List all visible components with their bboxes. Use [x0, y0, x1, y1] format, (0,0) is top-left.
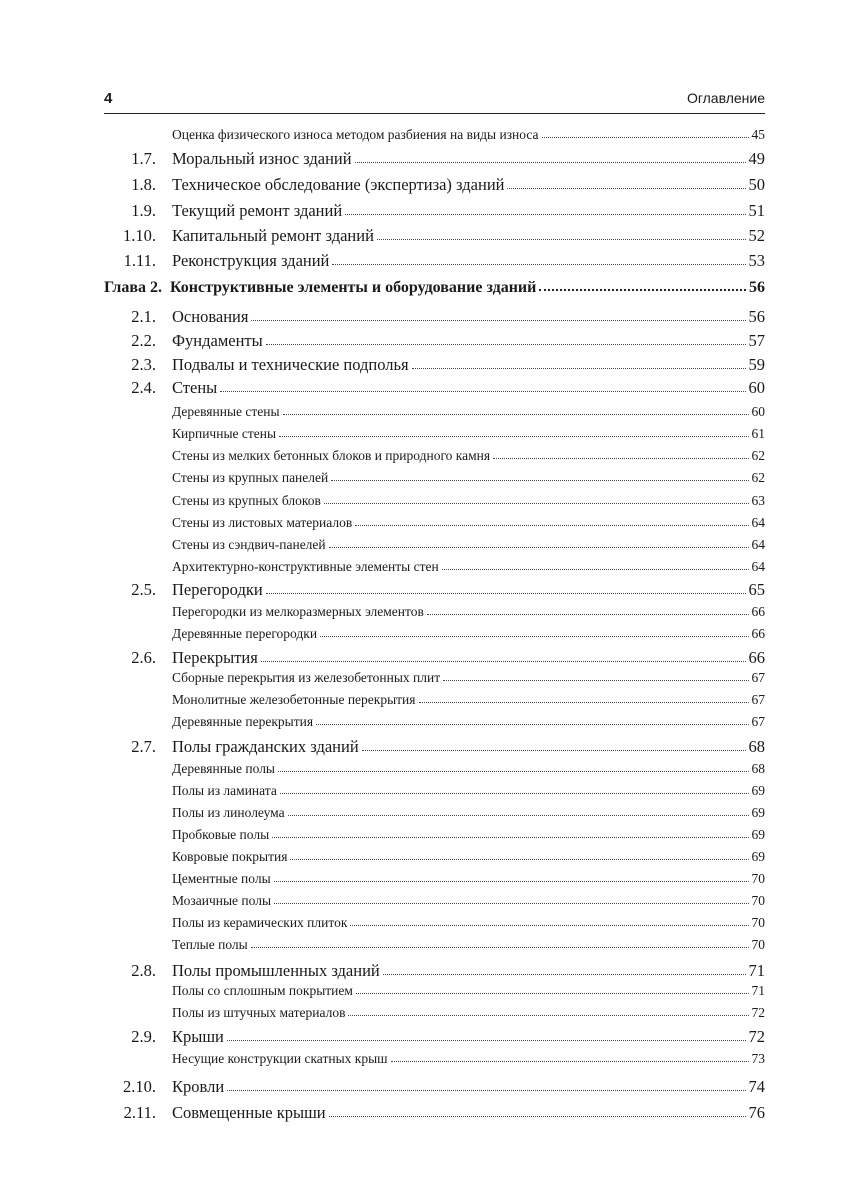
dot-leader — [290, 852, 748, 860]
toc-entry-page: 64 — [751, 537, 765, 552]
toc-entry-page: 62 — [751, 448, 765, 463]
dot-leader — [391, 1054, 749, 1062]
toc-entry — [104, 559, 765, 575]
toc-entry-title: Оценка физического износа методом разбиения на виды износа — [172, 127, 539, 142]
dot-leader — [412, 359, 746, 369]
toc-entry-number: 1.11. — [123, 251, 156, 270]
toc-entry-title: Моральный износ зданий — [172, 149, 352, 168]
dot-leader — [251, 311, 745, 321]
toc-entry-title: Полы гражданских зданий — [172, 737, 359, 756]
dot-leader — [274, 896, 748, 904]
toc-entry-title: Полы из керамических плиток — [172, 915, 348, 930]
toc-entry-title: Полы промышленных зданий — [172, 961, 380, 980]
toc-entry-title: Перекрытия — [172, 648, 258, 667]
toc-entry-page: 71 — [748, 961, 765, 980]
toc-entry-page: 66 — [751, 604, 765, 619]
toc-entry-page: 69 — [751, 849, 765, 864]
toc-entry — [104, 1051, 765, 1067]
toc-entry — [104, 648, 765, 668]
toc-entry-page: 51 — [748, 201, 765, 220]
dot-leader — [355, 153, 746, 163]
toc-entry — [104, 937, 765, 953]
toc-entry-title: Текущий ремонт зданий — [172, 201, 343, 220]
toc-entry-number: 1.9. — [131, 201, 156, 220]
toc-entry-page: 60 — [748, 378, 765, 397]
dot-leader — [442, 562, 749, 570]
toc-entry — [104, 493, 765, 509]
toc-entry-title: Пробковые полы — [172, 827, 270, 842]
toc-entry — [104, 761, 765, 777]
toc-entry-page: 69 — [751, 805, 765, 820]
dot-leader — [377, 230, 746, 240]
dot-leader — [419, 695, 749, 703]
toc-entry-title: Кирпичные стены — [172, 426, 277, 441]
toc-entry-page: 65 — [748, 580, 765, 599]
toc-entry — [104, 893, 765, 909]
toc-entry-title: Стены из крупных панелей — [172, 470, 329, 485]
dot-leader — [329, 1107, 746, 1117]
dot-leader — [443, 673, 748, 681]
dot-leader — [362, 741, 746, 751]
dot-leader — [493, 451, 748, 459]
toc-entry — [104, 626, 765, 642]
toc-entry-page: 72 — [748, 1027, 765, 1046]
toc-entry-title: Основания — [172, 307, 249, 326]
toc-entry-page: 70 — [751, 871, 765, 886]
toc-entry — [104, 580, 765, 600]
dot-leader — [350, 918, 748, 926]
toc-entry-page: 62 — [751, 470, 765, 485]
toc-entry-title: Стены из крупных блоков — [172, 493, 321, 508]
toc-entry-title: Кровли — [172, 1077, 225, 1096]
toc-entry-number: 2.9. — [131, 1027, 156, 1046]
toc-entry-page: 56 — [748, 307, 765, 326]
toc-entry — [104, 1005, 765, 1021]
toc-entry-number: 2.10. — [123, 1077, 156, 1096]
toc-entry-title: Стены из мелких бетонных блоков и природного камня — [172, 448, 491, 463]
toc-entry-number: 2.1. — [131, 307, 156, 326]
toc-entry-page: 60 — [751, 404, 765, 419]
toc-entry-number: Глава 2. — [104, 279, 162, 296]
header-title: Оглавление — [686, 90, 765, 106]
toc-entry-number: 2.11. — [123, 1103, 156, 1122]
toc-entry-title: Капитальный ремонт зданий — [172, 226, 374, 245]
toc-entry-page: 68 — [748, 737, 765, 756]
toc-entry-title: Деревянные перекрытия — [172, 714, 314, 729]
dot-leader — [279, 429, 748, 437]
toc-entry-title: Цементные полы — [172, 871, 271, 886]
toc-entry-title: Деревянные перегородки — [172, 626, 318, 641]
dot-leader — [272, 830, 748, 838]
toc-entry-title: Ковровые покрытия — [172, 849, 288, 864]
toc-entry-page: 57 — [748, 331, 765, 350]
dot-leader — [261, 652, 746, 662]
toc-entry-page: 76 — [748, 1103, 765, 1122]
toc-entry-title: Крыши — [172, 1027, 224, 1046]
dot-leader — [274, 874, 749, 882]
dot-leader — [427, 607, 749, 615]
toc-entry — [104, 983, 765, 999]
toc-entry-title: Фундаменты — [172, 331, 263, 350]
toc-entry — [104, 470, 765, 486]
toc-entry — [104, 404, 765, 420]
toc-entry — [104, 175, 765, 195]
dot-leader — [507, 179, 745, 189]
toc-entry — [104, 279, 765, 297]
toc-entry-page: 72 — [751, 1005, 765, 1020]
toc-entry — [104, 805, 765, 821]
toc-entry — [104, 714, 765, 730]
toc-entry-page: 67 — [751, 692, 765, 707]
dot-leader — [227, 1081, 745, 1091]
toc-entry — [104, 849, 765, 865]
toc-entry-number: 2.7. — [131, 737, 156, 756]
toc-entry-title: Архитектурно-конструктивные элементы стен — [172, 559, 439, 574]
toc-entry — [104, 670, 765, 686]
toc-entry — [104, 961, 765, 981]
toc-entry — [104, 1077, 765, 1097]
toc-entry-title: Полы из линолеума — [172, 805, 285, 820]
toc-entry-page: 53 — [748, 251, 765, 270]
toc-entry-page: 61 — [751, 426, 765, 441]
dot-leader — [320, 629, 748, 637]
toc-entry-title: Монолитные железобетонные перекрытия — [172, 692, 416, 707]
toc-entry-number: 2.3. — [131, 355, 156, 374]
toc-entry-page: 66 — [748, 648, 765, 667]
toc-entry — [104, 692, 765, 708]
toc-entry-page: 74 — [748, 1077, 765, 1096]
dot-leader — [355, 518, 748, 526]
toc-entry-title: Совмещенные крыши — [172, 1103, 326, 1122]
dot-leader — [251, 940, 749, 948]
toc-entry — [104, 426, 765, 442]
dot-leader — [278, 764, 748, 772]
toc-entry-number: 1.8. — [131, 175, 156, 194]
toc-entry-page: 64 — [751, 515, 765, 530]
toc-entry-title: Перегородки из мелкоразмерных элементов — [172, 604, 424, 619]
toc-entry-number: 2.8. — [131, 961, 156, 980]
toc-entry-page: 52 — [748, 226, 765, 245]
toc-entry-page: 73 — [751, 1051, 765, 1066]
toc-entry-page: 45 — [751, 127, 765, 142]
toc-entry-page: 68 — [751, 761, 765, 776]
toc-entry — [104, 871, 765, 887]
dot-leader — [283, 407, 749, 415]
toc-entry — [104, 149, 765, 169]
dot-leader — [329, 540, 749, 548]
toc-entry-number: 1.7. — [131, 149, 156, 168]
dot-leader — [266, 584, 746, 594]
toc-entry-page: 69 — [751, 783, 765, 798]
toc-entry-page: 66 — [751, 626, 765, 641]
toc-entry-title: Сборные перекрытия из железобетонных плит — [172, 670, 441, 685]
toc-entry-title: Стены — [172, 378, 218, 397]
toc-entry — [104, 201, 765, 221]
dot-leader — [316, 717, 748, 725]
toc-entry — [104, 448, 765, 464]
toc-entry-title: Стены из листовых материалов — [172, 515, 353, 530]
toc-entry — [104, 783, 765, 799]
toc-entry — [104, 915, 765, 931]
toc-entry-title: Техническое обследование (экспертиза) зданий — [172, 175, 505, 194]
toc-entry-page: 56 — [749, 279, 765, 296]
toc-entry-page: 70 — [751, 937, 765, 952]
toc-entry — [104, 251, 765, 271]
dot-leader — [348, 1008, 748, 1016]
toc-entry-page: 69 — [751, 827, 765, 842]
dot-leader — [220, 382, 745, 392]
toc-entry — [104, 226, 765, 246]
toc-entry — [104, 1027, 765, 1047]
toc-entry — [104, 355, 765, 375]
dot-leader — [332, 255, 745, 265]
toc-entry-page: 70 — [751, 893, 765, 908]
dot-leader — [542, 130, 749, 138]
toc-entry-page: 64 — [751, 559, 765, 574]
running-header — [104, 90, 765, 112]
toc-entry-page: 67 — [751, 670, 765, 685]
toc-entry-title: Перегородки — [172, 580, 263, 599]
toc-entry-number: 1.10. — [123, 226, 156, 245]
toc-entry-number: 2.4. — [131, 378, 156, 397]
toc-entry-title: Подвалы и технические подполья — [172, 355, 409, 374]
toc-entry-title: Полы из штучных материалов — [172, 1005, 346, 1020]
dot-leader — [345, 205, 745, 215]
toc-entry-title: Стены из сэндвич-панелей — [172, 537, 326, 552]
toc-entry-title: Мозаичные полы — [172, 893, 272, 908]
dot-leader — [288, 808, 749, 816]
toc-entry-page: 70 — [751, 915, 765, 930]
dot-leader — [539, 280, 746, 291]
toc-entry-title: Реконструкция зданий — [172, 251, 330, 270]
toc-entry-title: Полы со сплошным покрытием — [172, 983, 353, 998]
toc-entry-title: Конструктивные элементы и оборудование зданий — [170, 279, 537, 296]
header-rule — [104, 113, 765, 114]
toc-entry — [104, 515, 765, 531]
toc-entry-title: Теплые полы — [172, 937, 248, 952]
toc-entry-page: 71 — [751, 983, 765, 998]
toc-entry — [104, 307, 765, 327]
toc-entry-title: Полы из ламината — [172, 783, 277, 798]
toc-entry-number: 2.2. — [131, 331, 156, 350]
dot-leader — [280, 786, 749, 794]
page-number: 4 — [104, 90, 113, 107]
toc-entry — [104, 331, 765, 351]
toc-entry — [104, 537, 765, 553]
toc-entry — [104, 378, 765, 398]
dot-leader — [266, 335, 746, 345]
toc-entry-title: Деревянные стены — [172, 404, 280, 419]
toc-entry-number: 2.6. — [131, 648, 156, 667]
toc-entry-page: 59 — [748, 355, 765, 374]
toc-entry-page: 67 — [751, 714, 765, 729]
toc-entry-title: Несущие конструкции скатных крыш — [172, 1051, 388, 1066]
toc-entry — [104, 1103, 765, 1123]
toc-entry — [104, 127, 765, 143]
dot-leader — [383, 965, 746, 975]
toc-entry — [104, 604, 765, 620]
toc-entry-title: Деревянные полы — [172, 761, 276, 776]
toc-entry — [104, 827, 765, 843]
toc-entry-page: 49 — [748, 149, 765, 168]
toc-entry-page: 63 — [751, 493, 765, 508]
dot-leader — [356, 986, 749, 994]
toc-entry-page: 50 — [748, 175, 765, 194]
dot-leader — [227, 1031, 746, 1041]
dot-leader — [331, 473, 748, 481]
toc-entry-number: 2.5. — [131, 580, 156, 599]
toc-entry — [104, 737, 765, 757]
dot-leader — [324, 496, 749, 504]
